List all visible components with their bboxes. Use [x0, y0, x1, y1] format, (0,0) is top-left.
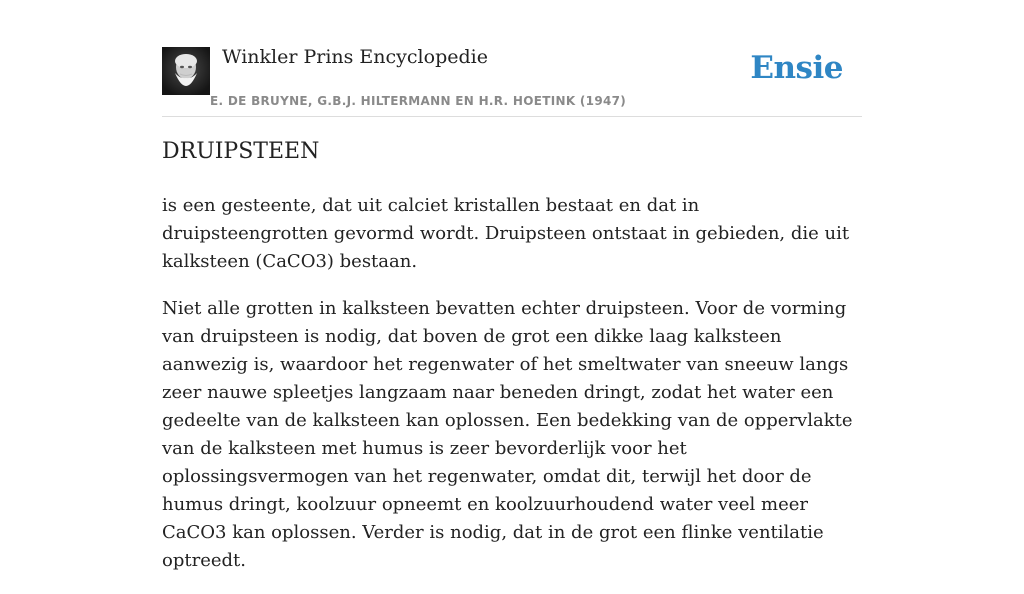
ensie-logo-link[interactable]: Ensie [750, 50, 843, 86]
publication-header [162, 40, 862, 117]
entry-body [162, 192, 862, 594]
entry-title: DRUIPSTEEN [162, 139, 320, 164]
entry-paragraph: is een gesteente, dat uit calciet kristallen bestaat en dat in druipsteengrotten gevormd wordt. Druipsteen ontstaat in gebieden, die uit kalksteen (CaCO3) bestaan. [162, 195, 850, 272]
bearded-man-portrait-icon[interactable] [162, 47, 210, 95]
publication-authors: E. DE BRUYNE, G.B.J. HILTERMANN EN H.R. HOETINK (1947) [210, 94, 627, 108]
entry-paragraph: Niet alle grotten in kalksteen bevatten echter druipsteen. Voor de vorming van druipsteen is nodig, dat boven de grot een dikke laag kalksteen aanwezig is, waardoor het regenwater of het smeltwater van sneeuw langs zeer nauwe spleetjes langzaam naar beneden dringt, zodat het water een gedeelte van de kalksteen kan oplossen. Een bedekking van de oppervlakte van de kalksteen met humus is zeer bevorderlijk voor het oplossingsvermogen van het regenwater, omdat dit, terwijl het door de humus dringt, koolzuur opneemt en koolzuurhoudend water veel meer CaCO3 kan oplossen. Verder is nodig, dat in de grot een flinke ventilatie optreedt. [162, 298, 853, 571]
publication-title[interactable]: Winkler Prins Encyclopedie [222, 46, 488, 68]
